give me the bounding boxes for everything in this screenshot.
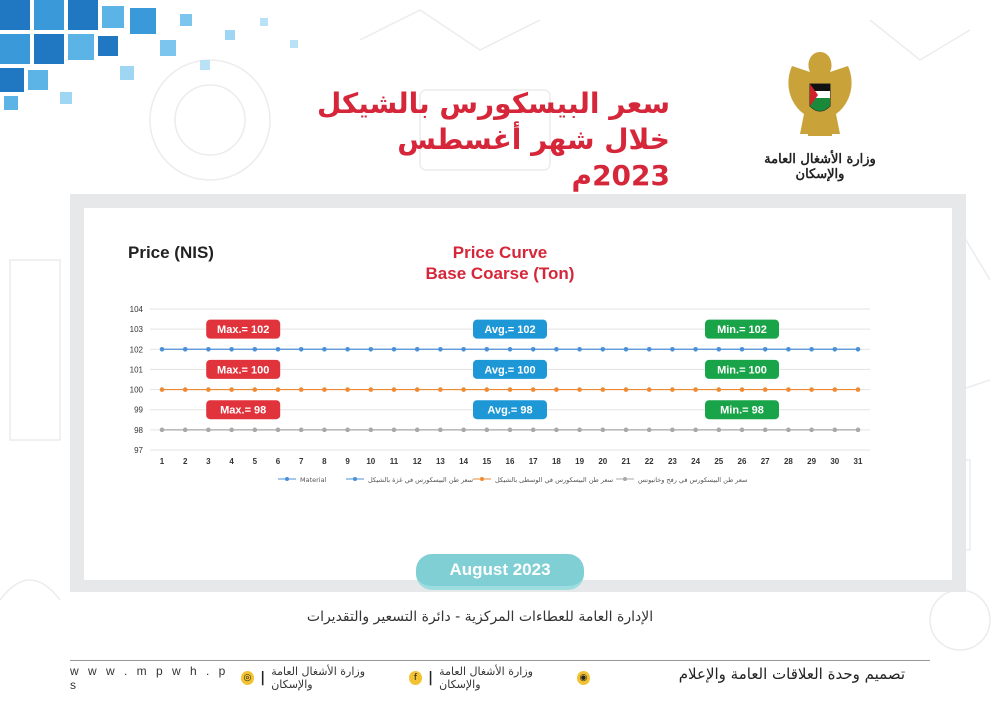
x-tick-label: 12 [412,457,422,466]
series-point [717,347,722,352]
series-point [670,428,675,433]
department-label: الإدارة العامة للعطاءات المركزية - دائرة التسعير والتقديرات [306,609,654,625]
series-point [577,387,582,392]
series-point [322,347,327,352]
y-tick-label: 101 [129,365,143,375]
series-point [763,428,768,433]
series-point [299,347,304,352]
series-point [276,347,281,352]
series-point [554,347,559,352]
x-tick-label: 16 [505,457,515,466]
series-point [160,428,165,433]
y-tick-label: 102 [129,345,143,355]
legend-label: سعر طن البيسكورس في رفح وخانيونس [638,476,748,484]
series-point [624,387,629,392]
series-point [415,347,420,352]
series-point [183,387,188,392]
avg-label: Avg.= 100 [484,364,536,377]
x-tick-label: 22 [644,457,654,466]
series-point [345,347,350,352]
series-point [508,347,513,352]
y-tick-label: 98 [134,425,143,435]
series-point [763,387,768,392]
x-tick-label: 13 [435,457,445,466]
y-tick-label: 103 [129,325,143,335]
series-point [554,428,559,433]
series-point [577,428,582,433]
y-tick-label: 99 [134,405,143,415]
series-point [485,387,490,392]
series-point [392,428,397,433]
instagram-link[interactable]: وزارة الأشغال العامة والإسكان [439,665,533,691]
series-point [206,347,211,352]
series-point [229,347,234,352]
x-tick-label: 14 [459,457,469,466]
series-point [856,347,861,352]
series-point [438,347,443,352]
series-point [461,387,466,392]
x-tick-label: 11 [389,457,399,466]
x-tick-label: 21 [621,457,631,466]
series-point [554,387,559,392]
legend-marker [623,477,627,481]
legend-label: سعر طن البيسكورس في الوسطى بالشيكل [495,476,614,484]
series-point [833,428,838,433]
series-point [253,428,258,433]
facebook-icon: f [409,671,422,685]
x-tick-label: 25 [714,457,724,466]
y-tick-label: 97 [134,446,143,455]
x-tick-label: 31 [853,457,863,466]
chart-title: Price Curve [452,243,548,262]
series-point [253,347,258,352]
series-point [624,347,629,352]
series-point [740,387,745,392]
series-point [253,387,258,392]
x-tick-label: 19 [575,457,585,466]
series-point [276,387,281,392]
series-point [438,387,443,392]
series-point [345,387,350,392]
series-point [485,428,490,433]
series-point [299,387,304,392]
min-label: Min.= 98 [720,404,764,417]
series-point [670,387,675,392]
series-point [577,347,582,352]
series-point [786,428,791,433]
series-point [809,387,814,392]
legend-marker [480,477,484,481]
min-label: Min.= 102 [717,324,767,337]
x-tick-label: 30 [830,457,840,466]
series-point [160,347,165,352]
series-point [229,428,234,433]
series-point [786,347,791,352]
max-label: Max.= 100 [217,364,270,377]
series-point [740,428,745,433]
series-point [160,387,165,392]
series-point [693,347,698,352]
x-tick-label: 20 [598,457,608,466]
design-credit: تصميم وحدة العلاقات العامة والإعلام [678,665,905,683]
series-point [369,428,374,433]
series-point [647,428,652,433]
series-point [206,428,211,433]
series-point [786,387,791,392]
x-tick-label: 28 [783,457,793,466]
series-point [508,387,513,392]
footer-divider [70,660,930,661]
series-point [809,347,814,352]
legend-marker [285,477,289,481]
series-point [183,428,188,433]
min-label: Min.= 100 [717,364,767,377]
series-point [531,428,536,433]
footer-contacts [70,664,590,692]
legend-label: سعر طن البيسكورس في غزة بالشيكل [368,476,474,484]
x-tick-label: 26 [737,457,747,466]
instagram-icon: ◉ [577,671,590,685]
x-tick-label: 1 [159,457,165,466]
series-point [740,347,745,352]
series-point [415,387,420,392]
footer-separator: | [260,670,266,686]
series-point [531,387,536,392]
x-tick-label: 8 [322,457,327,466]
y-axis-title: Price (NIS) [128,243,214,262]
series-point [369,387,374,392]
series-point [717,428,722,433]
max-label: Max.= 102 [217,324,270,337]
x-tick-label: 18 [551,457,561,466]
series-point [856,387,861,392]
x-tick-label: 4 [229,457,234,466]
x-tick-label: 6 [275,457,281,466]
series-point [693,428,698,433]
title-line-2: خلال شهر أغسطس 2023م [397,123,670,192]
x-tick-label: 7 [298,457,304,466]
series-point [809,428,814,433]
series-point [229,387,234,392]
series-point [508,428,513,433]
series-point [438,428,443,433]
facebook-link[interactable]: وزارة الأشغال العامة والإسكان [271,665,366,691]
series-point [415,428,420,433]
series-point [461,347,466,352]
x-tick-label: 24 [691,457,701,466]
series-point [345,428,350,433]
x-tick-label: 29 [807,457,817,466]
series-point [601,347,606,352]
legend-marker [353,477,357,481]
series-point [601,387,606,392]
series-point [299,428,304,433]
max-label: Max.= 98 [220,404,267,417]
chart-subtitle: Base Coarse (Ton) [425,264,575,283]
avg-label: Avg.= 102 [484,324,536,337]
series-point [369,347,374,352]
month-badge: August 2023 [416,554,584,590]
x-tick-label: 23 [667,457,677,466]
series-point [322,387,327,392]
series-point [693,387,698,392]
series-point [183,347,188,352]
x-tick-label: 10 [366,457,376,466]
title-line-1: سعر البيسكورس بالشيكل [316,87,670,120]
series-point [485,347,490,352]
series-point [856,428,861,433]
series-point [833,347,838,352]
series-point [531,347,536,352]
y-tick-label: 104 [129,305,143,314]
x-tick-label: 17 [528,457,538,466]
series-point [647,387,652,392]
footer-separator: | [428,670,434,686]
series-point [763,347,768,352]
globe-icon: ◎ [241,671,254,685]
series-point [206,387,211,392]
x-tick-label: 27 [760,457,770,466]
legend-label: Material [300,476,327,484]
series-point [833,387,838,392]
ministry-logo-text: وزارة الأشغال العامة والإسكان [764,152,876,182]
series-point [717,387,722,392]
series-point [624,428,629,433]
x-tick-label: 3 [206,457,211,466]
series-point [461,428,466,433]
series-point [647,347,652,352]
y-tick-label: 100 [129,385,143,395]
series-point [322,428,327,433]
x-tick-label: 2 [182,457,188,466]
series-point [601,428,606,433]
x-tick-label: 5 [252,457,258,466]
x-tick-label: 15 [482,457,492,466]
website-link[interactable]: w w w . m p w h . p s [70,664,229,692]
series-point [392,347,397,352]
series-point [392,387,397,392]
series-point [276,428,281,433]
series-point [670,347,675,352]
x-tick-label: 9 [345,457,350,466]
avg-label: Avg.= 98 [487,404,533,417]
